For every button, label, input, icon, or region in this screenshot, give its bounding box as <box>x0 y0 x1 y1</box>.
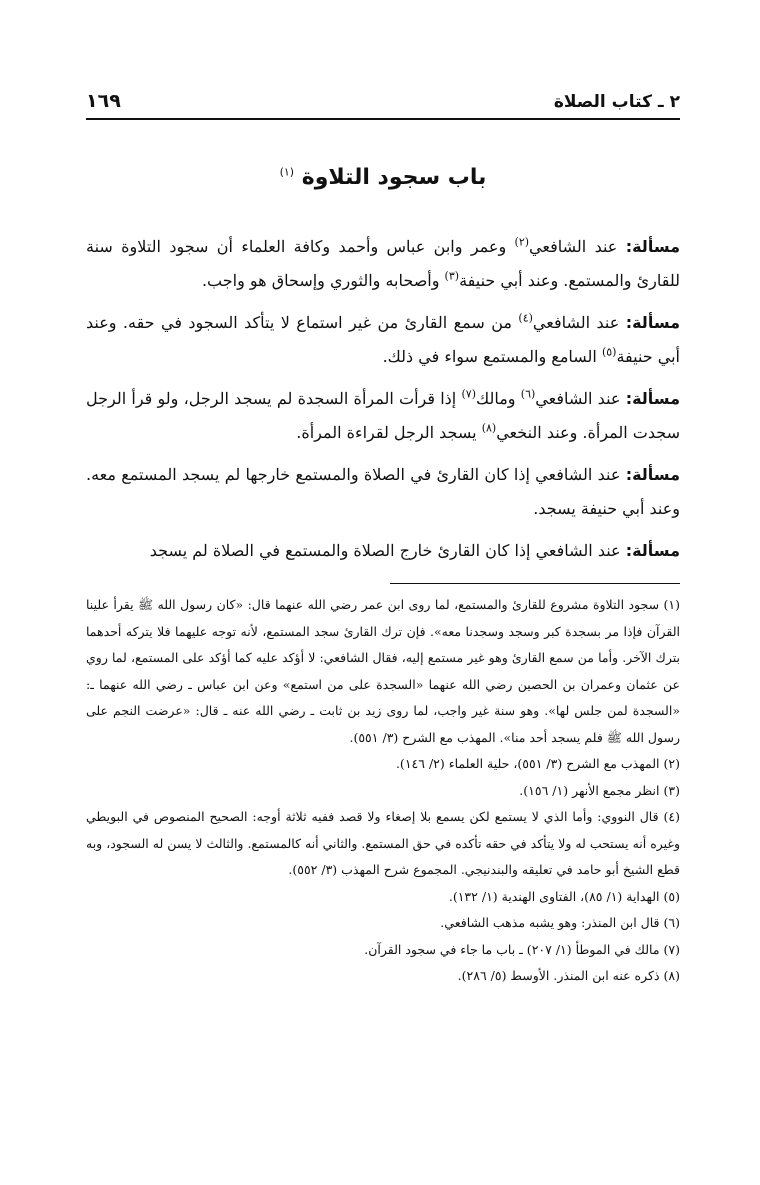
footnotes <box>86 592 680 990</box>
footnote-ref: (٧) <box>461 387 476 401</box>
footnote-number: (٧) <box>663 941 680 957</box>
footnote-text: الهداية (١/ ٨٥)، الفتاوى الهندية (١/ ١٣٢). <box>448 888 660 904</box>
footnote <box>86 963 680 990</box>
issue-text: عند الشافعي <box>529 237 626 256</box>
issue-label: مسألة: <box>625 389 680 408</box>
footnote <box>86 937 680 964</box>
issue-paragraph <box>86 306 680 374</box>
issue-text: عند الشافعي <box>535 389 626 408</box>
footnote-text: قال النووي: وأما الذي لا يستمع لكن يسمع بلا إصغاء ولا قصد ففيه ثلاثة أوجه: الصحيح المنصوص في البويطي وغيره أنه يستحب له ولا يتأكد في حقه تأكده في حق المستمع. والثاني أنه كالمستمع. والثالث لا يسن له السجود، وبه قطع الشيخ أبو حامد في تعليقه والبندنيجي. المجموع شرح المهذب (٣/ ٥٥٢). <box>86 809 680 877</box>
footnote-ref: (٣) <box>444 269 460 283</box>
issue-paragraph <box>86 534 680 568</box>
issue-text: عند الشافعي إذا كان القارئ خارج الصلاة والمستمع في الصلاة لم يسجد <box>149 541 626 560</box>
footnote-number: (٣) <box>663 782 680 798</box>
issue-text: وعمر وابن عباس وأحمد وكافة العلماء أن سجود التلاوة سنة للقارئ والمستمع. وعند أبي حنيفة <box>86 237 680 290</box>
footnote-ref: (١) <box>279 165 295 179</box>
footnote-text: ذكره عنه ابن المنذر. الأوسط (٥/ ٢٨٦). <box>457 968 660 983</box>
footnote <box>86 778 680 805</box>
footnote-text: المهذب مع الشرح (٣/ ٥٥١)، حلية العلماء (٢/ ١٤٦). <box>395 756 660 771</box>
footnote-ref: (٥) <box>601 345 617 359</box>
issue-text: وأصحابه والثوري وإسحاق هو واجب. <box>201 271 445 290</box>
issue-text: يسجد الرجل لقراءة المرأة. <box>296 423 482 442</box>
issue-text: من سمع القارئ من غير استماع لا يتأكد السجود في حقه. وعند أبي حنيفة <box>86 313 680 366</box>
footnote <box>86 751 680 778</box>
footnote-ref: (٦) <box>520 387 536 401</box>
footnote-text: مالك في الموطأ (١/ ٢٠٧) ـ باب ما جاء في سجود القرآن. <box>364 941 660 957</box>
footnote-number: (٤) <box>663 809 680 824</box>
footnote-number: (٨) <box>663 968 680 983</box>
footnote-text: انظر مجمع الأنهر (١/ ١٥٦). <box>519 782 660 798</box>
footnote <box>86 804 680 884</box>
issue-paragraph <box>86 382 680 450</box>
footnote <box>86 910 680 937</box>
issue-paragraph <box>86 230 680 298</box>
footnote-number: (٥) <box>663 888 680 904</box>
issue-label: مسألة: <box>625 541 680 560</box>
running-title: ٢ ـ كتاب الصلاة <box>553 92 680 112</box>
footnote <box>86 592 680 751</box>
main-text <box>86 230 680 568</box>
footnote-text: سجود التلاوة مشروع للقارئ والمستمع، لما روى ابن عمر رضي الله عنهما قال: «كان رسول الله ﷺ يقرأ علينا القرآن فإذا مر بسجدة كبر وسجد وسجدنا معه». فإن ترك القارئ سجد المستمع، لأنه توجه عليهما فلا يتركه أحدهما بترك الآخر. وأما من سمع القارئ وهو غير مستمع إليه، فقال الشافعي: لا أؤكد عليه كما أؤكد على المستمع، لما روي عن عثمان وعمران بن الحصين رضي الله عنهما «السجدة على من استمع» وعن ابن عباس ـ رضي الله عنهما ـ: «السجدة لمن جلس لها». وهو سنة غير واجب، لما روى زيد بن ثابت ـ رضي الله عنه ـ قال: «عرضت النجم على رسول الله ﷺ فلم يسجد أحد منا». المهذب مع الشرح (٣/ ٥٥١). <box>86 597 680 745</box>
footnote-number: (٦) <box>663 915 680 930</box>
chapter-title-text: باب سجود التلاوة <box>301 165 487 190</box>
issue-text: السامع والمستمع سواء في ذلك. <box>382 347 602 366</box>
issue-label: مسألة: <box>625 465 680 484</box>
footnote-separator <box>390 583 680 584</box>
issue-label: مسألة: <box>625 313 681 332</box>
issue-text: ومالك <box>476 389 521 408</box>
footnote <box>86 884 680 911</box>
footnote-text: قال ابن المنذر: وهو يشبه مذهب الشافعي. <box>440 915 660 930</box>
page-number: ١٦٩ <box>86 90 121 112</box>
footnote-number: (٢) <box>663 756 680 771</box>
issue-text: إذا قرأت المرأة السجدة لم يسجد الرجل، ولو قرأ الرجل سجدت المرأة. وعند النخعي <box>86 389 680 442</box>
issue-text: عند الشافعي إذا كان القارئ في الصلاة والمستمع خارجها لم يسجد المستمع معه. وعند أبي حنيفة يسجد. <box>86 465 680 518</box>
issue-label: مسألة: <box>625 237 681 256</box>
footnote-ref: (٢) <box>514 235 530 249</box>
chapter-title <box>86 165 680 190</box>
issue-paragraph <box>86 458 680 526</box>
issue-text: عند الشافعي <box>532 313 626 332</box>
page-header <box>86 86 680 120</box>
footnote-number: (١) <box>663 597 680 612</box>
footnote-ref: (٤) <box>518 311 533 325</box>
footnote-ref: (٨) <box>481 421 497 435</box>
